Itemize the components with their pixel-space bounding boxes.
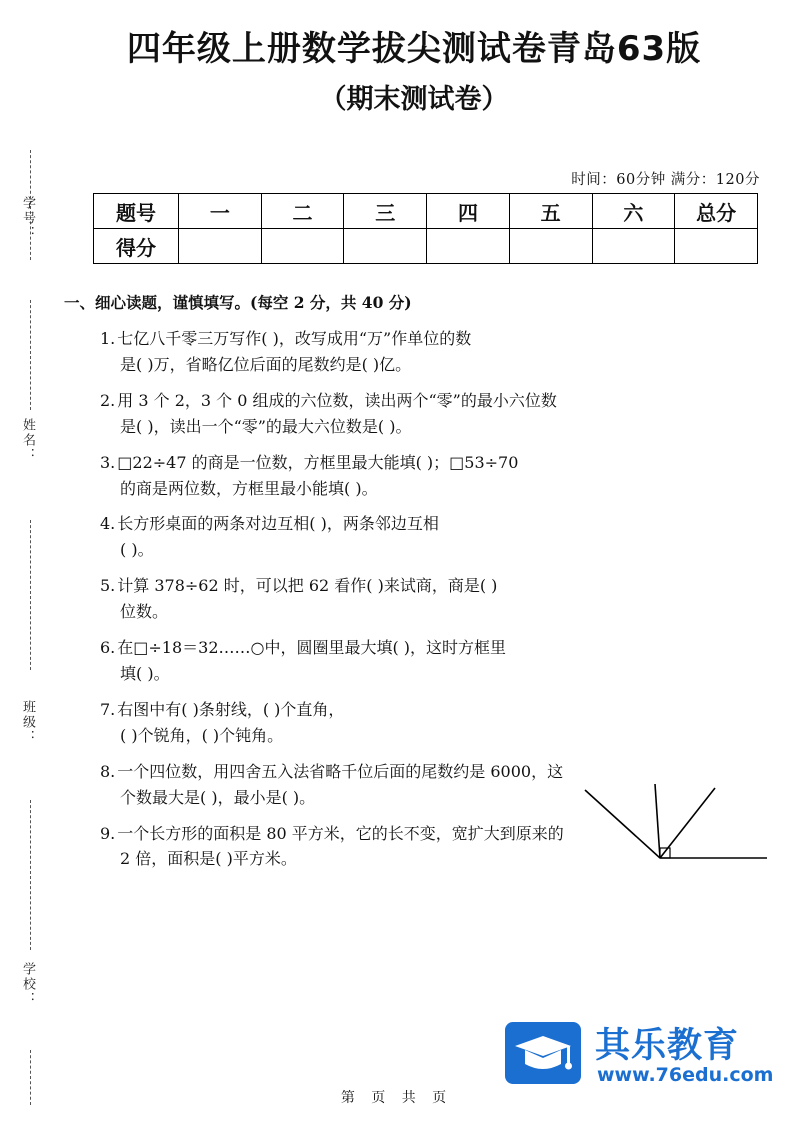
exam-meta-info: 时间：60分钟 满分：120分 (571, 172, 760, 188)
score-table-col-3: 三 (344, 194, 427, 229)
score-table-col-total: 总分 (675, 194, 758, 229)
question-4-number: 4. (100, 514, 116, 534)
question-6-line-2: 填( )。 (120, 663, 170, 683)
angle-rays-figure (575, 780, 775, 870)
question-6 (100, 635, 760, 687)
brand-logo (501, 1016, 774, 1090)
brand-url: www.76edu.com (597, 1064, 774, 1086)
question-4-line-1: 长方形桌面的两条对边互相( )，两条邻边互相 (117, 514, 439, 534)
score-table-col-4: 四 (427, 194, 510, 229)
question-5 (100, 573, 760, 625)
question-7-line-2: ( )个锐角，( )个钝角。 (120, 725, 284, 745)
score-table-col-1: 一 (179, 194, 262, 229)
score-cell-1[interactable] (179, 229, 262, 264)
left-margin-rail (0, 0, 64, 1122)
brand-name: 其乐教育 (595, 1026, 740, 1066)
question-1-number: 1. (100, 329, 116, 348)
question-1-line-2: 是( )万，省略亿位后面的尾数约是( )亿。 (120, 354, 412, 374)
question-9-line-2: 2 倍，面积是( )平方米。 (120, 849, 297, 869)
question-2-line-1: 用 3 个 2，3 个 0 组成的六位数，读出两个“零”的最小六位数 (117, 390, 557, 410)
section-heading: 一、细心读题，谨慎填写。(每空 2 分，共 40 分) (64, 293, 412, 312)
question-7 (100, 697, 520, 749)
question-4-line-2: ( )。 (120, 540, 154, 560)
score-table-col-5: 五 (509, 194, 592, 229)
question-2-line-2: 是( )，读出一个“零”的最大六位数是( )。 (120, 416, 412, 436)
score-cell-5[interactable] (509, 229, 592, 264)
side-label-name: 姓名： (20, 418, 35, 463)
page-subtitle: （期末测试卷） (319, 83, 509, 115)
question-5-line-2: 位数。 (120, 602, 169, 622)
score-cell-total[interactable] (675, 229, 758, 264)
side-label-class: 班级： (20, 700, 35, 745)
table-row-question-numbers (94, 194, 758, 229)
rail-divider (30, 300, 31, 410)
question-3-line-2: 的商是两位数，方框里最小能填( )。 (120, 478, 378, 498)
question-1 (100, 326, 760, 378)
question-7-line-1: 右图中有( )条射线，( )个直角， (117, 699, 345, 719)
question-8-line-1: 一个四位数，用四舍五入法省略千位后面的尾数约是 6000，这 (117, 761, 564, 781)
table-row-scores (94, 229, 758, 264)
question-3-line-1: □22÷47 的商是一位数，方框里最大能填( )；□53÷70 (117, 452, 519, 472)
page-number-text: 第 页 共 页 (340, 1090, 453, 1106)
score-cell-3[interactable] (344, 229, 427, 264)
question-1-line-1: 七亿八千零三万写作( )，改写成用“万”作单位的数 (117, 329, 472, 348)
question-6-number: 6. (100, 638, 116, 658)
page-title-block (64, 28, 764, 116)
question-9-line-1: 一个长方形的面积是 80 平方米，它的长不变，宽扩大到原来的 (117, 823, 564, 843)
graduation-cap-icon (501, 1016, 585, 1090)
question-6-line-1: 在□÷18＝32……○中，圆圈里最大填( )，这时方框里 (117, 638, 507, 658)
question-8-line-2: 个数最大是( )，最小是( )。 (120, 787, 316, 807)
score-table-col-6: 六 (592, 194, 675, 229)
question-5-number: 5. (100, 576, 116, 596)
question-8-number: 8. (100, 761, 116, 781)
score-table-row-header-得分: 得分 (94, 229, 179, 264)
question-5-line-1: 计算 378÷62 时，可以把 62 看作( )来试商，商是( ) (117, 576, 498, 596)
question-3-number: 3. (100, 452, 116, 472)
question-4 (100, 511, 760, 563)
question-9-number: 9. (100, 823, 116, 843)
question-7-number: 7. (100, 699, 116, 719)
score-table-row-header-题号: 题号 (94, 194, 179, 229)
score-cell-2[interactable] (261, 229, 344, 264)
score-table (93, 193, 758, 264)
question-2 (100, 388, 760, 440)
score-cell-4[interactable] (427, 229, 510, 264)
rail-divider (30, 520, 31, 670)
score-table-col-2: 二 (261, 194, 344, 229)
side-label-school: 学校： (20, 962, 35, 1007)
side-label-student-id: 学号： (20, 196, 35, 241)
rail-divider (30, 800, 31, 950)
question-2-number: 2. (100, 390, 116, 410)
score-cell-6[interactable] (592, 229, 675, 264)
question-3 (100, 450, 760, 502)
page-title: 四年级上册数学拔尖测试卷青岛63版 (126, 29, 702, 69)
